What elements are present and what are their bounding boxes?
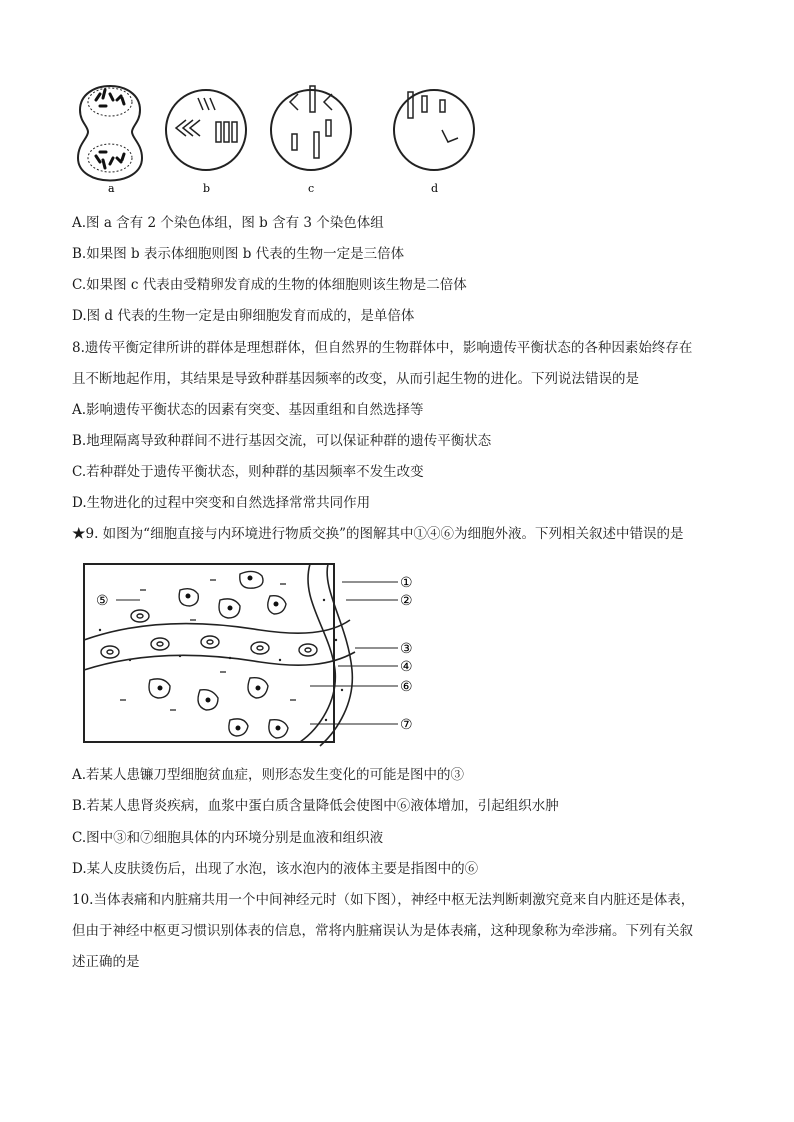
label-6: ⑥ <box>400 679 413 695</box>
label-5: ⑤ <box>96 593 109 609</box>
q8-stem-line2: 且不断地起作用，其结果是导致种群基因频率的改变，从而引起生物的进化。下列说法错误的是 <box>72 371 639 387</box>
q9-stem: ★9. 如图为“细胞直接与内环境进行物质交换”的图解其中①④⑥为细胞外液。下列相关叙述中错误的是 <box>72 526 684 542</box>
label-3: ③ <box>400 641 413 657</box>
q7-option-c: C.如果图 c 代表由受精卵发育成的生物的体细胞则该生物是二倍体 <box>72 277 467 293</box>
chromosome-cells-figure <box>70 70 480 200</box>
q10-stem-line1: 10.当体表痛和内脏痛共用一个中间神经元时（如下图），神经中枢无法判断刺激究竟来自内脏还是体表， <box>72 892 695 908</box>
label-2: ② <box>400 593 413 609</box>
q9-option-b: B.若某人患肾炎疾病，血浆中蛋白质含量降低会使图中⑥液体增加，引起组织水肿 <box>72 798 559 814</box>
q7-option-a: A.图 a 含有 2 个染色体组，图 b 含有 3 个染色体组 <box>72 215 384 231</box>
cell-label: d <box>431 182 439 195</box>
q9-option-c: C.图中③和⑦细胞具体的内环境分别是血液和组织液 <box>72 830 384 846</box>
q8-option-a: A.影响遗传平衡状态的因素有突变、基因重组和自然选择等 <box>72 402 424 418</box>
q10-stem-line3: 述正确的是 <box>72 954 140 970</box>
label-1: ① <box>400 575 413 591</box>
q9-option-a: A.若某人患镰刀型细胞贫血症，则形态发生变化的可能是图中的③ <box>72 767 465 783</box>
q8-stem-line1: 8.遗传平衡定律所讲的群体是理想群体，但自然界的生物群体中，影响遗传平衡状态的各种因素始终存在 <box>72 340 693 356</box>
label-4: ④ <box>400 659 413 675</box>
q8-option-c: C.若种群处于遗传平衡状态，则种群的基因频率不发生改变 <box>72 464 424 480</box>
cell-b <box>166 90 246 195</box>
q7-option-d: D.图 d 代表的生物一定是由卵细胞发育而成的，是单倍体 <box>72 308 415 324</box>
cell-label: a <box>108 182 115 195</box>
cell-c <box>271 86 351 195</box>
q9-option-d: D.某人皮肤烫伤后，出现了水泡，该水泡内的液体主要是指图中的⑥ <box>72 861 479 877</box>
label-7: ⑦ <box>400 717 413 733</box>
q8-option-b: B.地理隔离导致种群间不进行基因交流，可以保证种群的遗传平衡状态 <box>72 433 492 449</box>
cell-label: c <box>308 182 315 195</box>
cell-d <box>394 90 474 195</box>
q8-option-d: D.生物进化的过程中突变和自然选择常常共同作用 <box>72 495 371 511</box>
q10-stem-line2: 但由于神经中枢更习惯识别体表的信息，常将内脏痛误认为是体表痛，这种现象称为牵涉痛。下列有关叙 <box>72 923 693 939</box>
cell-label: b <box>203 182 211 195</box>
internal-environment-figure <box>80 560 440 750</box>
q7-option-b: B.如果图 b 表示体细胞则图 b 代表的生物一定是三倍体 <box>72 246 405 262</box>
cell-a <box>78 86 142 195</box>
